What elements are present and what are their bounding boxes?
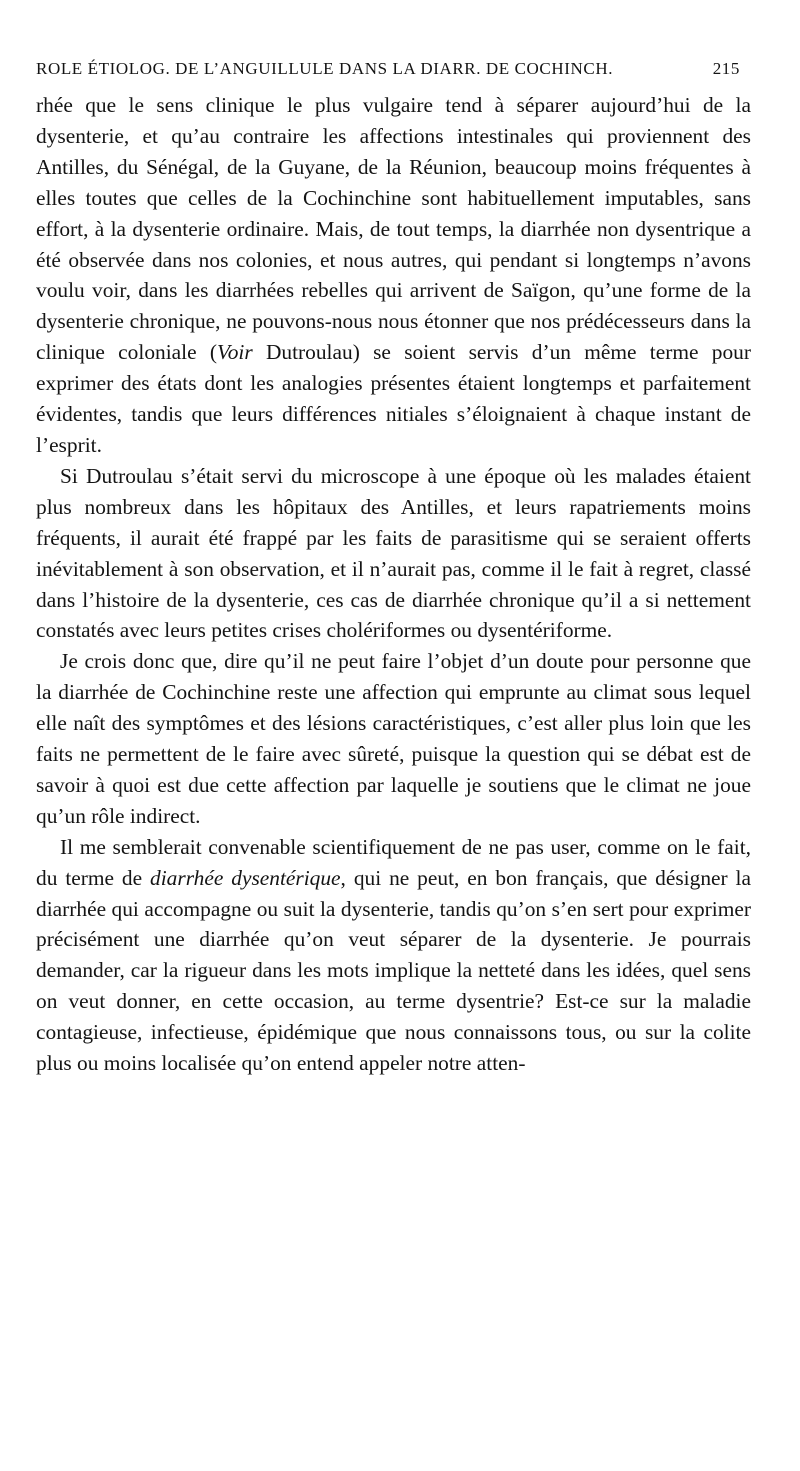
running-head-title: ROLE ÉTIOLOG. DE L’ANGUILLULE DANS LA DIARR. DE COCHINCH. (36, 59, 614, 78)
paragraph-1-text: rhée que le sens clinique le plus vulgaire tend à séparer aujourd’hui de la dysenterie, et qu’au contraire les affections intestinales qui proviennent des Antilles, du Sénégal, de la Guyane, de la Réunion, beaucoup moins fréquentes à elles toutes que celles de la Cochinchine sont habituellement imputables, sans effort, à la dysenterie ordinaire. Mais, de tout temps, la diarrhée non dysentrique a été observée dans nos colonies, et nous autres, qui pendant si longtemps n’avons voulu voir, dans les diarrhées rebelles qui arrivent de Saïgon, qu’une forme de la dysenterie chronique, ne pouvons-nous nous étonner que nos prédécesseurs dans la clinique coloniale ( (36, 93, 751, 365)
paragraph-2 (36, 461, 751, 646)
body-text (36, 90, 751, 1079)
paragraph-4 (36, 832, 751, 1079)
paragraph-4-italic: diarrhée dysentérique (150, 865, 341, 890)
paragraph-3 (36, 646, 751, 831)
paragraph-2-text: Si Dutroulau s’était servi du microscope à une époque où les malades étaient plus nombreux dans les hôpitaux des Antilles, et leurs rapatriements moins fréquents, il aurait été frappé par les faits de parasitisme qui se seraient offerts inévitablement à son observation, et il n’aurait pas, comme il le fait à regret, classé dans l’histoire de la dysenterie, ces cas de diarrhée chronique qu’il a si nettement constatés avec leurs petites crises cholériformes ou dysentériforme. (36, 463, 751, 643)
paragraph-1-text-after: Dutroulau) se soient servis d’un même terme pour exprimer des états dont les analogies présentes étaient longtemps et parfaitement évidentes, tandis que leurs différences nitiales s’éloignaient à chaque instant de l’esprit. (36, 340, 751, 457)
paragraph-1 (36, 90, 751, 461)
paragraph-4-text-after: , qui ne peut, en bon français, que désigner la diarrhée qui accompagne ou suit la dysenterie, tandis qu’on s’en sert pour exprimer précisément une diarrhée qu’on veut séparer de la dysenterie. Je pourrais demander, car la rigueur dans les mots implique la netteté dans les idées, quel sens on veut donner, en cette occasion, au terme dysentrie? Est-ce sur la maladie contagieuse, infectieuse, épidémique que nous connaissons tous, ou sur la colite plus ou moins localisée qu’on entend appeler notre atten- (36, 865, 751, 1076)
page-number: 215 (712, 59, 740, 78)
paragraph-1-italic: Voir (217, 340, 253, 365)
running-head (36, 59, 740, 89)
paragraph-3-text: Je crois donc que, dire qu’il ne peut faire l’objet d’un doute pour personne que la diarrhée de Cochinchine reste une affection qui emprunte au climat sous lequel elle naît des symptômes et des lésions caractéristiques, c’est aller plus loin que les faits ne permettent de le faire avec sûreté, puisque la question qui se débat est de savoir à quoi est due cette affection par laquelle je soutiens que le climat ne joue qu’un rôle indirect. (36, 649, 751, 828)
paragraph-4-text: Il me semblerait convenable scientifiquement de ne pas user, comme on le fait, du terme de (36, 834, 751, 890)
